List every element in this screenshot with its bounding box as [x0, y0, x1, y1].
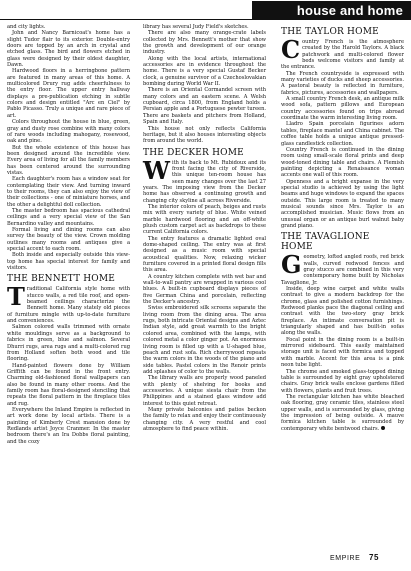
body-paragraph	[143, 87, 266, 125]
body-paragraph	[7, 208, 130, 227]
paragraph-text: Formal living and dining rooms can also survey the beauty of the view. Crown molding outlines many rooms and antiques give a special accent to each room.	[7, 227, 130, 253]
body-paragraph	[7, 324, 130, 362]
paragraph-text: The library walls are properly wood paneled with plenty of shelving for books and accessories. A unique siesta chair from the Philippines and a stained glass window add interest to this quiet retreat.	[143, 375, 266, 407]
body-paragraph	[143, 56, 266, 88]
drop-cap: C	[281, 35, 301, 64]
paragraph-text: A small country French desk, an antique milk wood sofa, pattern pillows and European country accessories found on trips abroad coordinate the warm interesting living room.	[281, 96, 404, 122]
body-paragraph	[143, 236, 266, 274]
body-paragraph	[281, 71, 404, 96]
body-paragraph	[281, 179, 404, 230]
paragraph-text: library has several Judy Field's sketches.	[143, 24, 249, 30]
text-column-1	[7, 24, 130, 445]
body-paragraph	[7, 252, 130, 271]
paragraph-text: Inside, deep wine carpet and white walls contrast to give a modern backdrop for the chrome, glass and polished cotton furnishings. Redwood planks pace the diagonal ceiling and contrast with the two-story gray brick fireplace. An intimate conversation pit is triangularly shaped and has built-in sofas along the walls.	[281, 286, 404, 337]
paragraph-text: Hardwood floors in a herringbone pattern are featured in many areas of this home. A multicolored Drury rug adds cheerfulness to the entry floor. The upper entry hallway displays a pre-publication etching in subtle colors and design entitled "Arc en Ciel" by Pablo Picasso. Truly a unique and rare piece of art.	[7, 68, 130, 119]
page-footer	[330, 553, 379, 562]
paragraph-text: There is an Oriental Cormandel screen with many colors and an eastern scene. A Welsh cupboard, circa 1800, from England holds a Persian apple and a Portuguese pewter tureen. There are baskets and pitchers from Holland, Spain and Italy.	[143, 87, 266, 126]
body-paragraph	[281, 337, 404, 369]
section-header	[0, 0, 411, 20]
paragraph-text: Everywhere the Inland Empire is reflected in art work done by local artists. There is a painting of Kimberly Crest mansion done by Redlands artist Joyce Cranmer. In the master bedroom there's an Ira Dobbs floral painting, and the cozy	[7, 406, 130, 445]
paragraph-text: Both inside and especially outside this view-top home has special interest for family and visitors.	[7, 252, 130, 272]
paragraph-text: Hand-painted flowers done by William Griffith can be found in the front entry. Charming old-fashioned floral wallpapers can also be found in many other rooms. And the family room has floral-designed stenciling that repeats the floral pattern in the fireplace tiles and rug.	[7, 362, 130, 407]
paragraph-text: ountry French is the atmosphere created by the Harold Taylors. A black patchwork and multi-colored flower beds welcome visitors and family at the entrance.	[281, 39, 404, 71]
body-paragraph	[7, 282, 130, 325]
body-paragraph	[7, 176, 130, 208]
paragraph-text: eometry, lofted angled roofs, red brick walls, curved redwood fences and gray stucco are combined in this very contemporary home built by Nicholas Tavaglione, Jr.	[281, 254, 404, 286]
body-paragraph	[281, 394, 404, 432]
body-paragraph	[7, 68, 130, 119]
header-band	[252, 1, 411, 19]
paragraph-text: Lladro Spain porcelain figurines adorn tables, fireplace mantel and China cabinet. The coffee table holds a unique antique pressed-glass candlestick collection.	[281, 121, 404, 147]
body-paragraph	[7, 363, 130, 407]
paragraph-text: Salmon colored walls trimmed with ornate white mouldings serve as a background to fabrics in green, blue and salmon. Several Dhurri rugs, area rugs and a multi-colored rug from Holland soften both wood and tile flooring.	[7, 324, 130, 363]
paragraph-text: Country French is continued in the dining room using small-scale floral prints and deep wood-toned dining table and chairs. A Flemish painting depicting a Renaissance woman accents one wall of this room.	[281, 146, 404, 179]
text-column-3	[281, 24, 404, 432]
paragraph-text: raditional California style home with stucco walls, a red tile roof, and open-beamed ceilings characterize the Bennett home. Many stately old pieces of furniture mingle with up-to-date furniture and conveniences.	[7, 286, 130, 325]
body-paragraph	[143, 305, 266, 375]
body-paragraph	[7, 407, 130, 445]
body-paragraph	[7, 119, 130, 144]
paragraph-text: The French countryside is expressed with many varieties of ducks and sheep accessories. A pastoral beauty is reflected in furniture, fabrics, pictures, accessories and wallpapers.	[281, 70, 404, 96]
text-column-2	[143, 24, 266, 432]
body-paragraph	[143, 407, 266, 432]
body-paragraph	[143, 155, 266, 204]
body-paragraph	[7, 145, 130, 177]
paragraph-text: The entry features a dramatic lighted oval dome-shaped ceiling. The entry was at first designed as a music room with special acoustical qualities. Now, relaxing wicker furniture covered in a printed floral design fills this area.	[143, 235, 266, 274]
section-title: house and home	[296, 3, 403, 18]
section-heading: THE DECKER HOME	[143, 147, 244, 158]
paragraph-text: Each daughter's room has a window seat for contemplating their view. And turning inward to their rooms, they can also enjoy the view of their collections - one of miniature horses, and the other a delightful doll collection.	[7, 176, 130, 208]
body-paragraph	[7, 30, 130, 68]
body-paragraph	[143, 204, 266, 236]
paragraph-text: and city lights.	[7, 24, 46, 30]
article-end-mark	[381, 426, 385, 430]
paragraph-text: Along with the local artists, international accessories are in evidence throughout the home. There is a very special Gustaf Becker clock, a genuine survivor of a Czechoslovakian bombing during World War II.	[143, 55, 266, 88]
paragraph-text: There are also many orange-crate labels collected by Mrs. Bennett's mother that show the growth and development of our orange industry.	[143, 30, 266, 56]
paragraph-text: Swiss embroidered silk screens separate the living room from the dining area. The area rugs, both intricate Oriental designs and Aztec Indian style, add great warmth to the bright colored area, combined with the lamps, with colored metal a color ginger pot. An enormous living room is filled up with a U-shaped blue, peach and rust sofa. Rich cherrywood repeats the warm colors in the woods of the piano and side tables. Pastel colors in the Renoir prints add splashes of color to the walls.	[143, 305, 266, 375]
body-paragraph	[143, 375, 266, 407]
body-paragraph	[281, 121, 404, 146]
drop-cap: G	[281, 250, 302, 280]
section-heading: THE BENNETT HOME	[7, 274, 116, 285]
body-paragraph	[281, 250, 404, 286]
paragraph-text: Colors throughout the house in blue, green, gray and dusty rose combine with many colors of rare woods including mahogany, rosewood, oak and pine.	[7, 119, 130, 145]
paragraph-text: John and Nancy Barnicoat's home has a slight Tudor flair to its exterior. Double-entry doors are topped by an arch in crystal and etched glass. The bird and flowers etched in glass were designed by their oldest daughter, Dawn.	[7, 30, 130, 69]
body-paragraph	[281, 96, 404, 121]
paragraph-text: The chrome and smoked glass-topped dining table is surrounded by eight gray upholstered chairs. Gray brick walls enclose gardens filled with flowers, plants and fruit trees.	[281, 368, 404, 394]
section-heading: THE TAVAGLIONE HOME	[281, 232, 370, 253]
paragraph-text: But the whole existence of this house has been designed around the incredible view. Every area of living for all the family members has been centered around the surrounding vistas.	[7, 144, 130, 176]
paragraph-text: This house not only reflects California heritage, but it also houses interesting objects from around the world.	[143, 125, 266, 145]
body-paragraph	[143, 274, 266, 306]
body-paragraph	[281, 286, 404, 337]
paragraph-text: The rectangular kitchen has white bleached oak flooring, gray ceramic tiles, stainless steel upper walls, and is surrounded by glass, giving the impression of being outside. A mauve formica kitchen table is surrounded by contemporary white bentwood chairs.	[281, 393, 404, 432]
drop-cap: W	[143, 155, 170, 185]
paragraph-text: The master bedroom has spacious cathedral ceilings and a very special view of the San Bernardino valley and mountains.	[7, 207, 130, 227]
section-heading: THE TAYLOR HOME	[281, 27, 379, 37]
paragraph-text: Many private balconies and patios beckon the family to relax and enjoy their continuously changing city. A very restful and cool atmosphere to find peace within.	[143, 406, 266, 432]
header-rule	[0, 19, 411, 20]
drop-cap: T	[7, 282, 25, 312]
paragraph-text: A country kitchen complete with wet bar and wall-to-wall pantry are wrapped in various cool blues. A built-in cupboard displays pieces of five German China and porcelain, reflecting the Decker's ancestry.	[143, 273, 266, 306]
paragraph-text: Focal point in the dining room is a built-in mirrored sideboard. This easily maintained storage unit is faced with formica and topped with marble. Accent for this area is a pink neon tube light.	[281, 336, 404, 369]
body-paragraph	[281, 369, 404, 394]
page-number: 75	[369, 553, 380, 562]
paragraph-text: ith its back to Mt. Rubidoux and its front facing the city of Riverside, this unique ten-room house has seen many changes over the last 27 years. The imposing view from the Decker home has observed a continuing growth and changing city skyline all across Riverside.	[143, 159, 266, 204]
body-paragraph	[7, 227, 130, 252]
body-paragraph	[281, 147, 404, 179]
paragraph-text: Openness and a bright expanse in the very special studio is achieved by using the light beams and huge windows to expand the spaces outside. This large room is treated to many musical sounds since Mrs. Taylor is an accomplished musician. Music flows from an unusual organ or an antique burl walnut baby grand piano.	[281, 178, 404, 229]
body-paragraph	[143, 30, 266, 55]
magazine-name: EMPIRE	[330, 555, 361, 562]
body-paragraph	[143, 126, 266, 145]
body-paragraph	[281, 35, 404, 71]
paragraph-text: The interior colors of peach, beiges and rusts mix with every variety of blue. White veined marble hardwood flooring and an off-white plush custom carpet act as backdrops to these current California colors.	[143, 203, 266, 236]
